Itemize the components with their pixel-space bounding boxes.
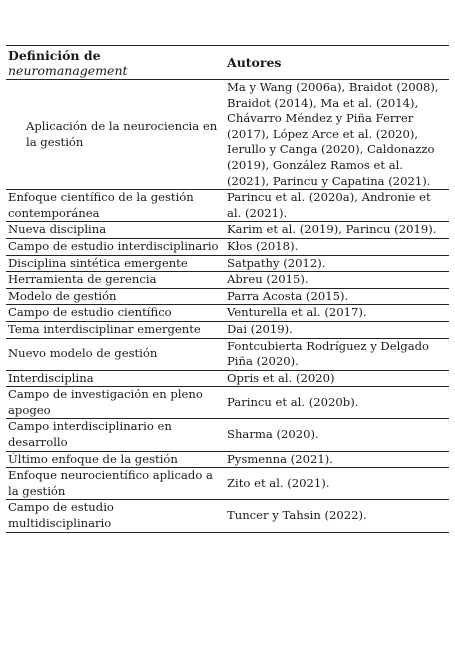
definition-cell: Campo de investigación en pleno apogeo	[6, 387, 221, 419]
authors-cell: Dai (2019).	[221, 321, 449, 338]
table-row	[6, 500, 449, 532]
definition-cell: Campo de estudio interdisciplinario	[6, 238, 221, 255]
definition-cell: Tema interdisciplinar emergente	[6, 321, 221, 338]
header-definition-line1: Definición de	[8, 48, 101, 63]
authors-cell: Parincu et al. (2020b).	[221, 387, 449, 419]
definitions-table	[6, 45, 449, 533]
authors-cell: Parra Acosta (2015).	[221, 288, 449, 305]
table-row	[6, 338, 449, 370]
table-row	[6, 305, 449, 322]
document-body	[6, 45, 449, 533]
table-row	[6, 419, 449, 451]
table-row	[6, 80, 449, 190]
definition-cell: Interdisciplina	[6, 370, 221, 387]
definition-cell: Nueva disciplina	[6, 222, 221, 239]
authors-cell: Opris et al. (2020)	[221, 370, 449, 387]
definition-cell: Enfoque neurocientífico aplicado a la gestión	[6, 468, 221, 500]
table-row	[6, 387, 449, 419]
definition-cell: Campo interdisciplinario en desarrollo	[6, 419, 221, 451]
definition-cell: Herramienta de gerencia	[6, 272, 221, 289]
table-row	[6, 222, 449, 239]
authors-cell: Parincu et al. (2020a), Andronie et al. (2021).	[221, 190, 449, 222]
table-row	[6, 468, 449, 500]
definition-cell: Campo de estudio científico	[6, 305, 221, 322]
authors-cell: Kłos (2018).	[221, 238, 449, 255]
definition-cell: Enfoque científico de la gestión contemporánea	[6, 190, 221, 222]
definition-cell: Nuevo modelo de gestión	[6, 338, 221, 370]
definition-cell: Campo de estudio multidisciplinario	[6, 500, 221, 532]
authors-cell: Ma y Wang (2006a), Braidot (2008), Braidot (2014), Ma et al. (2014), Chávarro Méndez y Piña Ferrer (2017), López Arce et al. (2020), Ierullo y Canga (2020), Caldonazzo (2019), González Ramos et al. (2021), Parincu y Capatina (2021).	[221, 80, 449, 190]
definition-cell: Último enfoque de la gestión	[6, 451, 221, 468]
table-row	[6, 272, 449, 289]
table-row	[6, 451, 449, 468]
definition-cell: Disciplina sintética emergente	[6, 255, 221, 272]
authors-cell: Karim et al. (2019), Parincu (2019).	[221, 222, 449, 239]
table-row	[6, 190, 449, 222]
authors-cell: Zito et al. (2021).	[221, 468, 449, 500]
definition-cell: Aplicación de la neurociencia en la gestión	[6, 80, 221, 190]
table-row	[6, 321, 449, 338]
definition-cell: Modelo de gestión	[6, 288, 221, 305]
table-row	[6, 288, 449, 305]
authors-cell: Satpathy (2012).	[221, 255, 449, 272]
header-authors: Autores	[221, 46, 449, 80]
table-body	[6, 80, 449, 533]
authors-cell: Tuncer y Tahsin (2022).	[221, 500, 449, 532]
table-header-row	[6, 46, 449, 80]
authors-cell: Pysmenna (2021).	[221, 451, 449, 468]
authors-cell: Fontcubierta Rodríguez y Delgado Piña (2020).	[221, 338, 449, 370]
authors-cell: Abreu (2015).	[221, 272, 449, 289]
table-row	[6, 255, 449, 272]
header-definition	[6, 46, 221, 80]
authors-cell: Sharma (2020).	[221, 419, 449, 451]
header-definition-line2: neuromanagement	[8, 63, 128, 78]
table-row	[6, 370, 449, 387]
table-row	[6, 238, 449, 255]
authors-cell: Venturella et al. (2017).	[221, 305, 449, 322]
